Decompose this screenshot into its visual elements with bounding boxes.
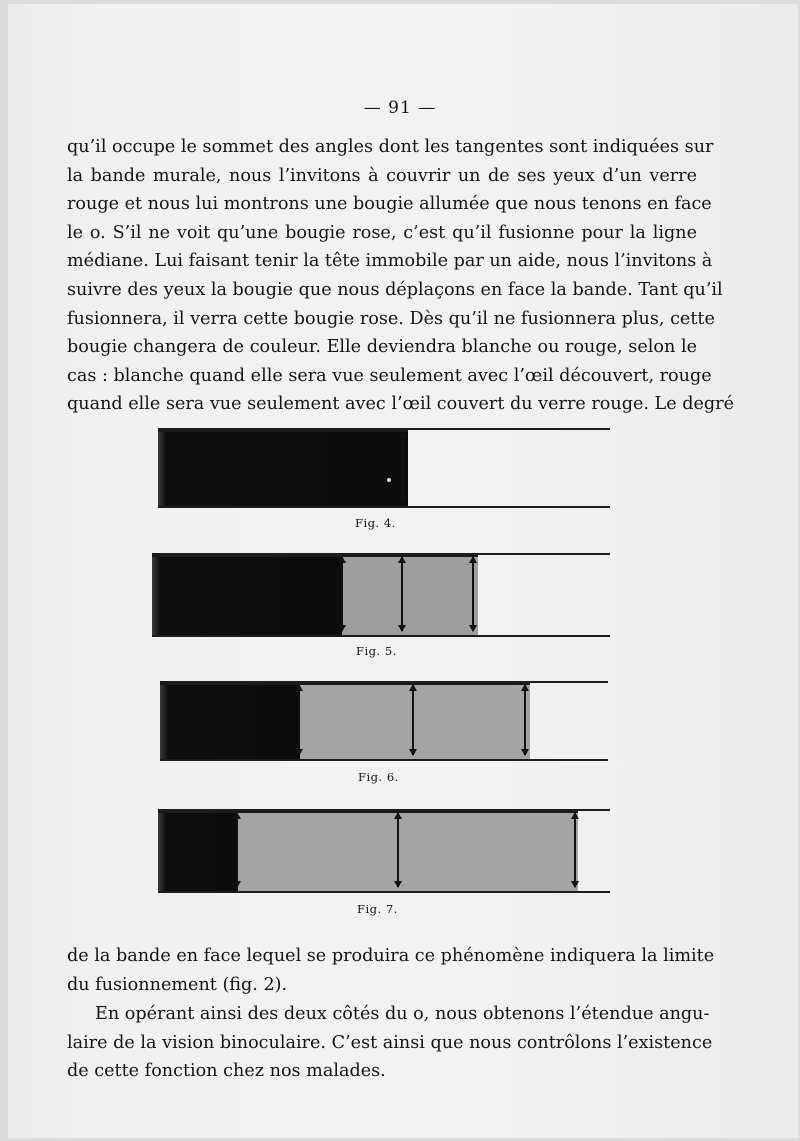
- fixation-dot: [387, 478, 391, 482]
- band-grey-segment: [342, 557, 478, 635]
- measure-arrow: [412, 685, 414, 755]
- figure-caption: Fig. 5.: [356, 644, 397, 658]
- figure-band: [152, 555, 478, 637]
- figure-band: [158, 430, 408, 508]
- measure-arrow: [574, 813, 576, 887]
- measure-arrow: [397, 813, 399, 887]
- text-line: de la bande en face lequel se produira ce phénomène indiquera la limite: [67, 946, 715, 966]
- measure-arrow: [236, 813, 238, 887]
- text-line: fusionnera, il verra cette bougie rose. Dès qu’il ne fusionnera plus, cette: [67, 308, 715, 329]
- figure-caption: Fig. 6.: [358, 770, 399, 784]
- text-line: cas : blanche quand elle sera vue seulement avec l’œil découvert, rouge: [67, 365, 712, 386]
- measure-arrow: [298, 685, 300, 755]
- measure-arrow: [472, 557, 474, 631]
- figure-caption: Fig. 7.: [357, 902, 398, 916]
- figure-rule-bottom: [158, 891, 610, 893]
- band-dark-segment: [160, 685, 300, 759]
- text-line: rouge et nous lui montrons une bougie allumée que nous tenons en face: [67, 194, 712, 215]
- figure-rule-bottom: [158, 506, 610, 508]
- figure-band: [160, 683, 530, 761]
- text-line: suivre des yeux la bougie que nous déplaçons en face la bande. Tant qu’il: [67, 279, 723, 300]
- text-line: du fusionnement (fig. 2).: [67, 974, 288, 995]
- band-dark-segment: [152, 557, 342, 635]
- figure-rule-bottom: [160, 759, 608, 761]
- figure-band: [158, 811, 578, 893]
- band-grey-segment: [300, 685, 530, 759]
- measure-arrow: [401, 557, 403, 631]
- text-line: le o. S’il ne voit qu’une bougie rose, c’est qu’il fusionne pour la ligne: [67, 222, 697, 243]
- paragraph-last: [67, 1000, 713, 1086]
- text-line: qu’il occupe le sommet des angles dont les tangentes sont indiquées sur: [67, 137, 714, 157]
- text-line: En opérant ainsi des deux côtés du o, nous obtenons l’étendue angu-: [95, 1004, 710, 1024]
- text-line: bougie changera de couleur. Elle deviendra blanche ou rouge, selon le: [67, 337, 697, 358]
- text-line: de cette fonction chez nos malades.: [67, 1061, 386, 1082]
- paragraph-top: [67, 133, 734, 419]
- paragraph-bottom: [67, 942, 715, 999]
- text-line: laire de la vision binoculaire. C’est ainsi que nous contrôlons l’existence: [67, 1032, 713, 1053]
- band-grey-segment: [238, 813, 578, 891]
- text-line: la bande murale, nous l’invitons à couvrir un de ses yeux d’un verre: [67, 165, 697, 186]
- text-line: quand elle sera vue seulement avec l’œil couvert du verre rouge. Le degré: [67, 394, 734, 415]
- figure-caption: Fig. 4.: [355, 516, 396, 530]
- band-dark-segment: [158, 813, 238, 891]
- measure-arrow: [524, 685, 526, 755]
- text-line: médiane. Lui faisant tenir la tête immobile par un aide, nous l’invitons à: [67, 251, 713, 272]
- figure-rule-bottom: [152, 635, 610, 637]
- band-dark-segment: [158, 432, 408, 506]
- measure-arrow: [402, 432, 404, 502]
- page-number: — 91 —: [363, 98, 437, 118]
- measure-arrow: [341, 557, 343, 631]
